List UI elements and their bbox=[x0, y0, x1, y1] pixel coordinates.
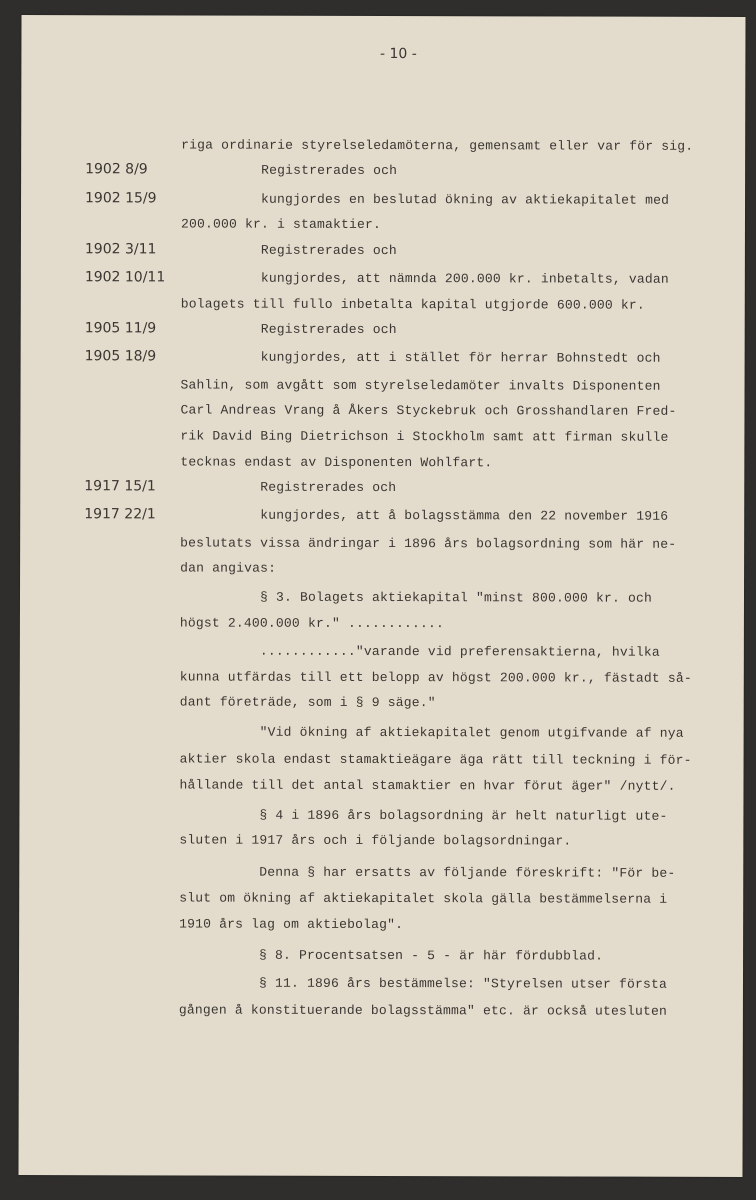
document-page bbox=[18, 15, 745, 1177]
text-line: kunna utfärdas till ett belopp av högst 200.000 kr., fästadt så- bbox=[179, 669, 692, 686]
entry-date: 1902 3/11 bbox=[84, 241, 157, 258]
text-line: 1910 års lag om aktiebolag". bbox=[179, 916, 404, 933]
text-line: rik David Bing Dietrichson i Stockholm samt att firman skulle bbox=[180, 428, 669, 445]
text-line: tecknas endast av Disponenten Wohlfart. bbox=[180, 454, 493, 471]
text-line: ............"varande vid preferensaktierna, hvilka bbox=[259, 643, 660, 660]
entry-date: 1902 15/9 bbox=[85, 190, 157, 207]
entry-date: 1905 18/9 bbox=[84, 348, 157, 365]
text-line: sluten i 1917 års och i följande bolagsordningar. bbox=[179, 832, 572, 849]
text-line: kungjordes en beslutad ökning av aktiekapitalet med bbox=[261, 191, 670, 208]
text-line: gången å konstituerande bolagsstämma" etc. är också utesluten bbox=[178, 1002, 668, 1019]
text-line: högst 2.400.000 kr." ............ bbox=[179, 615, 444, 632]
typed-text-body bbox=[22, 15, 746, 1019]
text-line: "Vid ökning af aktiekapitalet genom utgifvande af nya bbox=[259, 724, 684, 741]
text-line: § 11. 1896 års bestämmelse: "Styrelsen utser första bbox=[258, 975, 668, 992]
text-line: beslutats vissa ändringar i 1896 års bolagsordning som här ne- bbox=[180, 535, 677, 552]
text-line: Registrerades och bbox=[260, 242, 397, 259]
text-line: Denna § har ersatts av följande föreskrift: "För be- bbox=[259, 864, 676, 881]
text-line: Registrerades och bbox=[261, 162, 398, 179]
entry-date: 1905 11/9 bbox=[84, 320, 157, 337]
text-line: kungjordes, att å bolagsstämma den 22 november 1916 bbox=[260, 507, 669, 524]
text-line: § 8. Procentsatsen - 5 - är här fördubblad. bbox=[259, 947, 604, 964]
text-line: bolagets till fullo inbetalta kapital utgjorde 600.000 kr. bbox=[180, 296, 645, 313]
entry-date: 1902 10/11 bbox=[84, 269, 166, 286]
entry-date: 1917 15/1 bbox=[84, 478, 156, 495]
entry-date: 1902 8/9 bbox=[85, 161, 148, 178]
text-line: Sahlin, som avgått som styrelseledamöter invalts Disponenten bbox=[180, 377, 661, 394]
text-line: Carl Andreas Vrang å Åkers Styckebruk och Grosshandlaren Fred- bbox=[180, 402, 677, 419]
text-line: Registrerades och bbox=[260, 479, 397, 496]
page-number: - 10 - bbox=[379, 45, 417, 63]
text-line: riga ordinarie styrelseledamöterna, gemensamt eller var för sig. bbox=[181, 137, 694, 154]
text-line: Registrerades och bbox=[260, 321, 397, 338]
text-line: dant företräde, som i § 9 säge." bbox=[179, 694, 436, 711]
text-line: kungjordes, att nämnda 200.000 kr. inbetalts, vadan bbox=[260, 270, 669, 287]
text-line: hållande till det antal stamaktier en hvar förut äger" /nytt/. bbox=[179, 777, 676, 794]
text-line: aktier skola endast stamaktieägare äga rätt till teckning i för- bbox=[179, 751, 692, 768]
text-line: 200.000 kr. i stamaktier. bbox=[180, 216, 382, 232]
text-line: dan angivas: bbox=[180, 560, 277, 576]
text-line: § 4 i 1896 års bolagsordning är helt naturligt ute- bbox=[259, 807, 668, 824]
text-line: § 3. Bolagets aktiekapital "minst 800.000 kr. och bbox=[259, 589, 653, 606]
text-line: slut om ökning af aktiekapitalet skola gälla bestämmelserna i bbox=[179, 890, 668, 907]
entry-date: 1917 22/1 bbox=[84, 506, 156, 523]
text-line: kungjordes, att i stället för herrar Bohnstedt och bbox=[260, 349, 661, 366]
